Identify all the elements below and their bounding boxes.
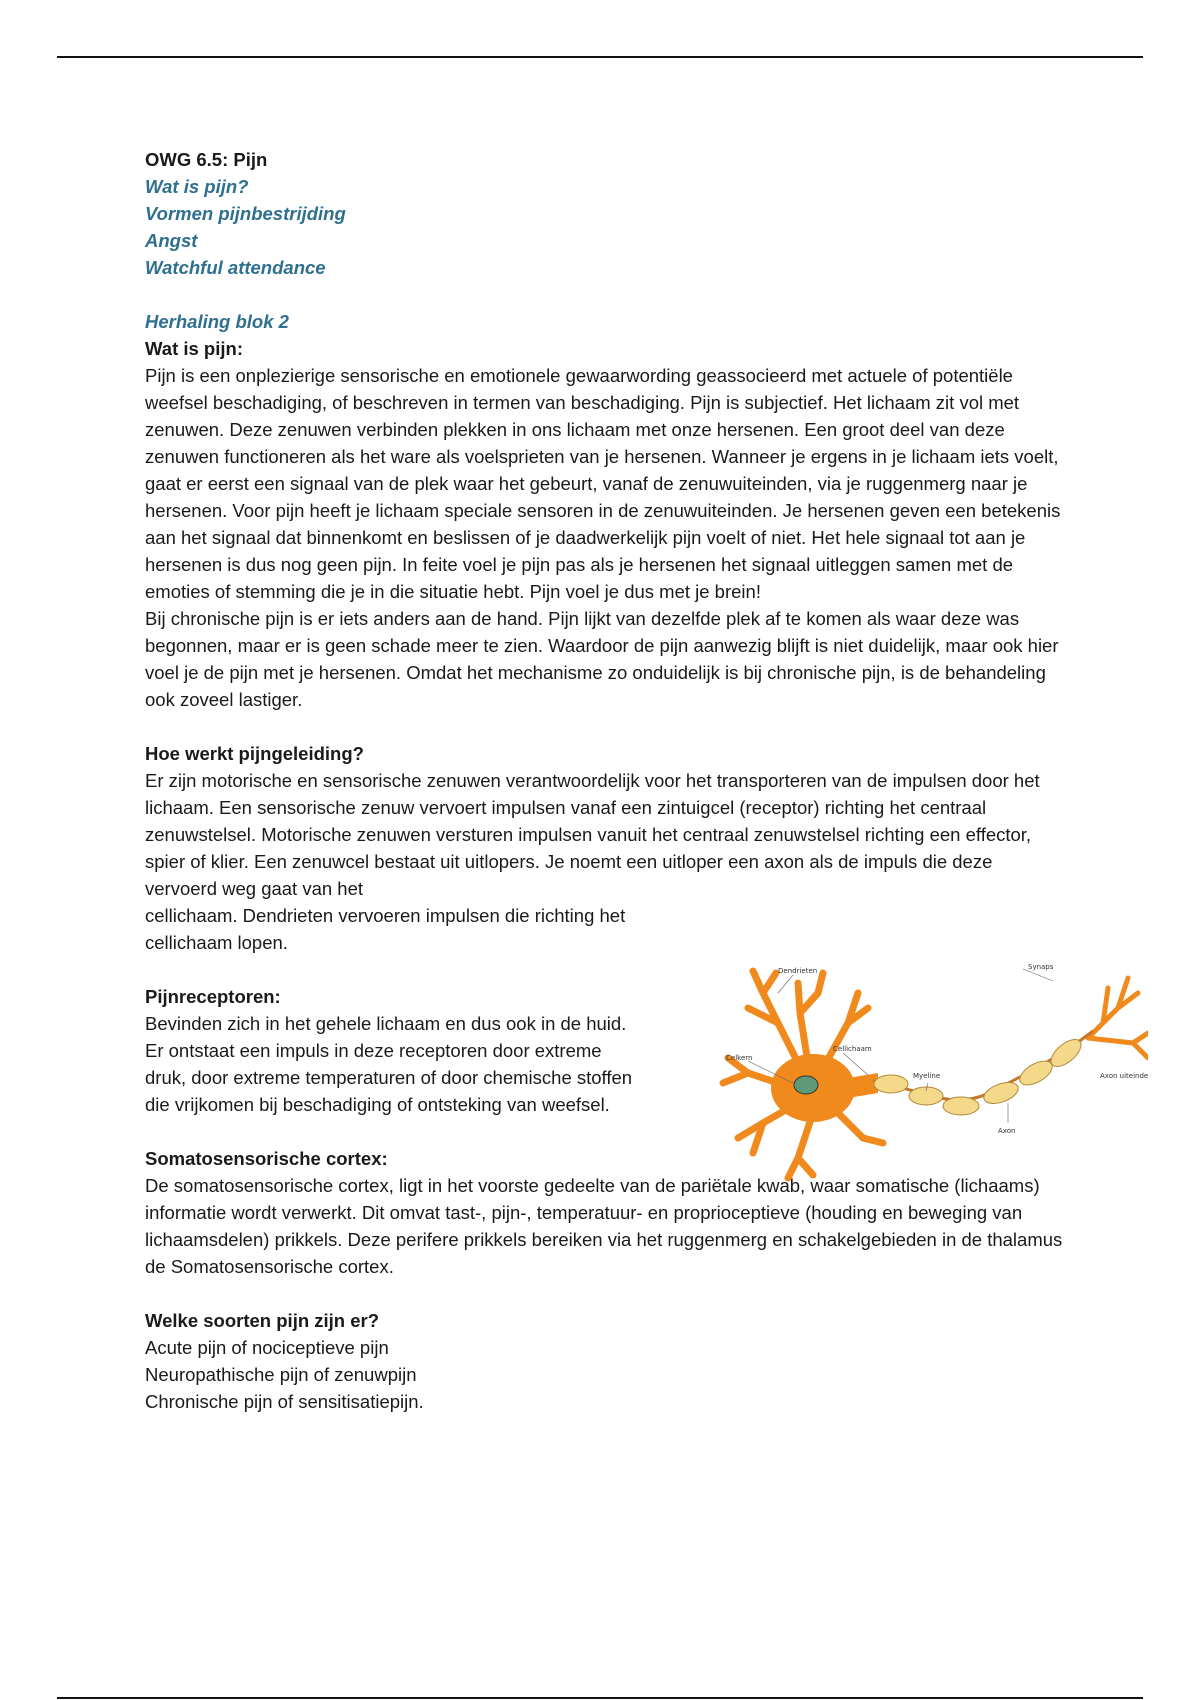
neuron-illustration xyxy=(708,963,1148,1183)
paragraph-dendrieten: cellichaam. Dendrieten vervoeren impulsen die richting het cellichaam lopen. xyxy=(145,905,626,953)
paragraph-wat-is-pijn: Pijn is een onplezierige sensorische en emotionele gewaarwording geassocieerd met actuele of potentiële weefsel beschadiging, of beschreven in termen van beschadiging. Pijn is subjectief. Het lichaam zit vol met zenuwen. Deze zenuwen verbinden plekken in ons lichaam met onze hersenen. Een groot deel van deze zenuwen functioneren als het ware als voelsprieten van je hersenen. Wanneer je ergens in je lichaam iets voelt, gaat er eerst een signaal van de plek waar het gebeurt, vanaf de zenuwuiteinden, via je ruggenmerg naar je hersenen. Voor pijn heeft je lichaam speciale sensoren in de zenuwuiteinden. Je hersenen geven een betekenis aan het signaal dat binnenkomt en beslissen of je daadwerkelijk pijn voelt of niet. Het hele signaal tot aan je hersenen is dus nog geen pijn. In feite voel je pijn pas als je hersenen het signaal uitleggen samen met de emoties of stemming die je in die situatie hebt. Pijn voel je dus met je brein! xyxy=(145,365,1061,602)
paragraph-pijngeleiding: Er zijn motorische en sensorische zenuwen verantwoordelijk voor het transporteren van de impulsen door het lichaam. Een sensorische zenuw vervoert impulsen vanaf een zintuigcel (receptor) richting het centraal zenuwstelsel. Motorische zenuwen versturen impulsen vanuit het centraal zenuwstelsel richting een effector, spier of klier. Een zenuwcel bestaat uit uitlopers. Je noemt een uitloper een axon als de impuls die deze vervoerd weg gaat van het xyxy=(145,770,1040,899)
label-myeline: Myeline xyxy=(913,1072,941,1080)
document-body xyxy=(145,146,1065,1415)
heading-somatosensorische-cortex: Somatosensorische cortex: xyxy=(145,1148,388,1169)
paragraph-pijnreceptoren: Bevinden zich in het gehele lichaam en dus ook in de huid. Er ontstaat een impuls in deze receptoren door extreme druk, door extreme temperaturen of door chemische stoffen die vrijkomen bij beschadiging of ontsteking van weefsel. xyxy=(145,1013,633,1115)
label-axon: Axon xyxy=(998,1127,1016,1135)
toc-link-pijnbestrijding[interactable]: Vormen pijnbestrijding xyxy=(145,203,346,224)
section-heading-herhaling: Herhaling blok 2 xyxy=(145,311,289,332)
document-title: OWG 6.5: Pijn xyxy=(145,149,268,170)
list-item: Acute pijn of nociceptieve pijn xyxy=(145,1337,389,1358)
paragraph-chronische-pijn: Bij chronische pijn is er iets anders aan de hand. Pijn lijkt van dezelfde plek af te komen als waar deze was begonnen, maar er is geen schade meer te zien. Waardoor de pijn aanwezig blijft is niet duidelijk, maar ook hier voel je de pijn met je hersenen. Omdat het mechanisme zo onduidelijk is bij chronische pijn, is de behandeling ook zoveel lastiger. xyxy=(145,608,1059,710)
neuron-diagram xyxy=(708,963,1148,1183)
paragraph-somatosensorische-cortex: De somatosensorische cortex, ligt in het voorste gedeelte van de pariëtale kwab, waar somatische (lichaams) informatie wordt verwerkt. Dit omvat tast-, pijn-, temperatuur- en proprioceptieve (houding en beweging van lichaamsdelen) prikkels. Deze perifere prikkels bereiken via het ruggenmerg en schakelgebieden in de thalamus de Somatosensorische cortex. xyxy=(145,1175,1063,1277)
toc-link-watchful-attendance[interactable]: Watchful attendance xyxy=(145,257,326,278)
list-item: Neuropathische pijn of zenuwpijn xyxy=(145,1364,417,1385)
label-celkern: Celkern xyxy=(726,1054,753,1062)
toc-link-angst[interactable]: Angst xyxy=(145,230,198,251)
label-axon-uiteinde: Axon uiteinde xyxy=(1100,1072,1148,1080)
heading-wat-is-pijn: Wat is pijn: xyxy=(145,338,243,359)
label-cellichaam: Cellichaam xyxy=(833,1045,872,1053)
myelin-sheaths xyxy=(874,1035,1086,1115)
label-synaps: Synaps xyxy=(1028,963,1054,971)
list-item: Chronische pijn of sensitisatiepijn. xyxy=(145,1391,424,1412)
heading-pijngeleiding: Hoe werkt pijngeleiding? xyxy=(145,743,364,764)
top-rule xyxy=(57,56,1143,58)
nucleus xyxy=(794,1076,818,1094)
bottom-rule xyxy=(57,1697,1143,1699)
label-dendrieten: Dendrieten xyxy=(778,967,818,975)
heading-pijnreceptoren: Pijnreceptoren: xyxy=(145,986,281,1007)
heading-soorten-pijn: Welke soorten pijn zijn er? xyxy=(145,1310,380,1331)
toc-link-wat-is-pijn[interactable]: Wat is pijn? xyxy=(145,176,249,197)
